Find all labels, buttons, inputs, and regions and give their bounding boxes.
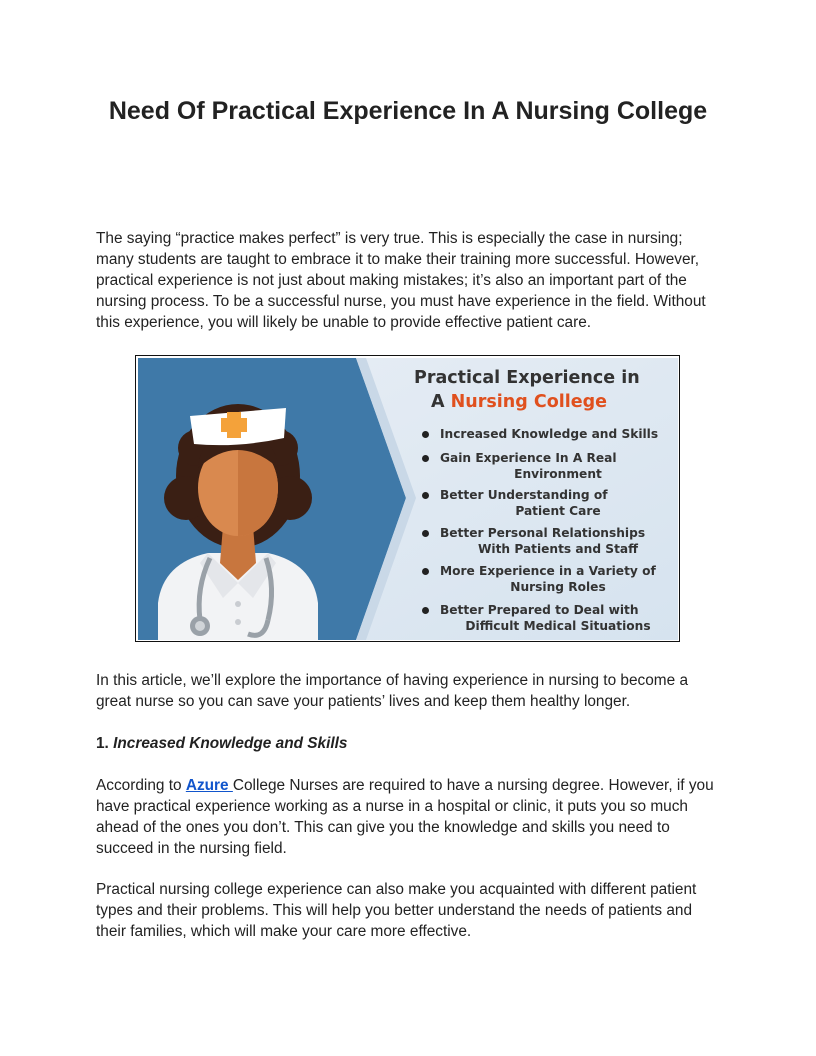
section-number: 1. (96, 735, 109, 752)
intro-paragraph: The saying “practice makes perfect” is very true. This is especially the case in nursing; many students are taught to embrace it to make their training more successful. However, practical experience is not just about making mistakes; it’s also an important part of the nursing process. To be a successful nurse, you must have experience in the field. Without this experience, you will likely be unable to provide effective patient care. (96, 230, 706, 331)
infographic-title-line1: Practical Experience in (414, 368, 640, 388)
article-intro-paragraph: In this article, we’ll explore the importance of having experience in nursing to become a great nurse so you can save your patients’ lives and keep them healthy longer. (96, 672, 689, 710)
bullet-dot-icon (422, 455, 429, 462)
bullet-dot-icon (422, 607, 429, 614)
bullet-line1: Better Prepared to Deal with (440, 603, 639, 617)
section-paragraph-1 (96, 775, 724, 859)
bullet-line2: Patient Care (515, 504, 601, 518)
bullet-line2: Environment (514, 467, 602, 481)
bullet-line1: Better Personal Relationships (440, 526, 646, 540)
bullet-dot-icon (422, 492, 429, 499)
infographic-title-accent: Nursing College (450, 392, 607, 412)
infographic-title-prefix: A (431, 392, 451, 412)
paragraph-text-after-link: College Nurses are required to have a nursing degree. However, if you have practical experience working as a nurse in a hospital or clinic, it puts you so much ahead of the ones you don’t. This can give you the knowledge and skills you need to succeed in the nursing field. (96, 777, 714, 857)
page-title: Need Of Practical Experience In A Nursing College (108, 97, 708, 125)
bullet-line1: Increased Knowledge and Skills (440, 427, 659, 441)
bullet-line1: More Experience in a Variety of (440, 564, 656, 578)
bullet-line2: Difficult Medical Situations (465, 619, 651, 633)
section-heading (96, 733, 724, 754)
bullet-line1: Gain Experience In A Real (440, 451, 617, 465)
bullet-dot-icon (422, 530, 429, 537)
bullet-dot-icon (422, 431, 429, 438)
section-heading-text: Increased Knowledge and Skills (113, 735, 348, 752)
azure-link[interactable]: Azure (185, 777, 233, 794)
bullet-line1: Better Understanding of (440, 488, 608, 502)
infographic-image (135, 355, 680, 642)
infographic-title-line2 (414, 392, 624, 412)
bullet-dot-icon (422, 568, 429, 575)
section-paragraph-2: Practical nursing college experience can also make you acquainted with different patient types and their problems. This will help you better understand the needs of patients and their families, which will make your care more effective. (96, 881, 697, 940)
bullet-line2: With Patients and Staff (477, 542, 639, 556)
bullet-line2: Nursing Roles (510, 580, 606, 594)
paragraph-text-before-link: According to (96, 777, 186, 794)
